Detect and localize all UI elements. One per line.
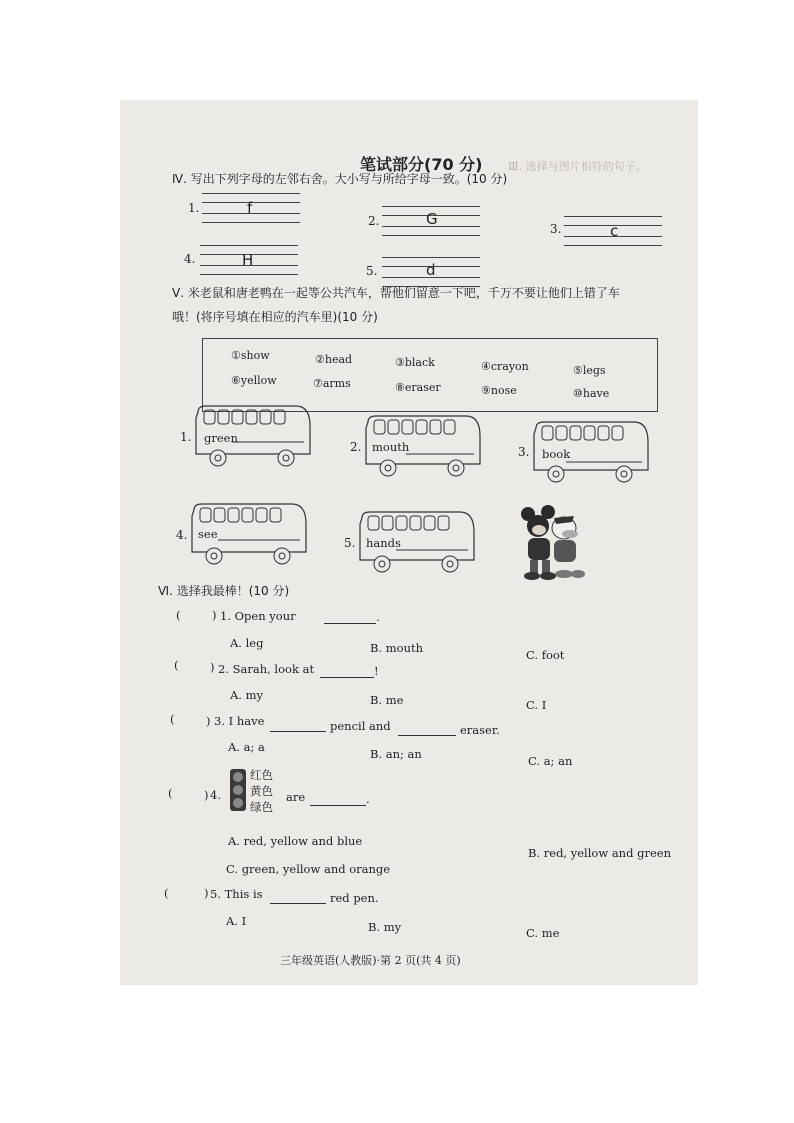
section4-heading: Ⅳ. 写出下列字母的左邻右舍。大小写与所给字母一致。(10 分) xyxy=(172,172,508,186)
light-label-yellow: 黄色 xyxy=(250,784,273,798)
answer-blank[interactable] xyxy=(270,730,326,732)
page-footer: 三年级英语(人教版)·第 2 页(共 4 页) xyxy=(280,954,461,967)
four-line-grid[interactable] xyxy=(200,245,298,275)
option-b[interactable]: B. red, yellow and green xyxy=(528,846,671,860)
word-option: ①show xyxy=(231,349,270,362)
option-b[interactable]: B. mouth xyxy=(370,641,424,655)
answer-blank[interactable] xyxy=(324,622,376,624)
four-line-grid[interactable] xyxy=(564,216,662,246)
answer-paren-close[interactable]: ) xyxy=(212,608,217,622)
bus-number: 3. xyxy=(518,445,530,459)
item-number: 4. xyxy=(184,252,196,266)
bus-number: 1. xyxy=(180,430,192,444)
question-3-stem-mid: pencil and xyxy=(330,719,391,733)
item-number: 5. xyxy=(366,264,378,278)
section5-heading-line1: Ⅴ. 米老鼠和唐老鸭在一起等公共汽车，帮他们留意一下吧，千万不要让他们上错了车 xyxy=(172,286,620,300)
question-4-stem: are xyxy=(286,790,306,804)
answer-paren-open: ( xyxy=(174,658,179,672)
option-c[interactable]: C. foot xyxy=(526,648,565,662)
bus-word: book xyxy=(542,447,571,461)
light-label-red: 红色 xyxy=(250,768,273,782)
option-c[interactable]: C. I xyxy=(526,698,547,712)
option-b[interactable]: B. me xyxy=(370,693,404,707)
question-2-stem-end: ! xyxy=(374,664,379,678)
answer-paren-open: ( xyxy=(164,886,169,900)
answer-paren-open: ( xyxy=(168,786,173,800)
answer-blank[interactable] xyxy=(270,902,326,904)
four-line-grid[interactable] xyxy=(382,206,480,236)
word-option: ⑥yellow xyxy=(231,374,277,387)
light-label-green: 绿色 xyxy=(250,800,273,814)
question-1-stem-end: . xyxy=(376,610,380,624)
question-2-stem: 2. Sarah, look at xyxy=(218,662,315,676)
answer-paren-close[interactable]: ) xyxy=(206,714,211,728)
word-option: ⑩have xyxy=(573,387,610,400)
option-a[interactable]: A. I xyxy=(226,914,247,928)
word-option: ⑦arms xyxy=(313,377,351,390)
word-option: ⑨nose xyxy=(481,384,517,397)
section5-heading-line2: 哦！(将序号填在相应的汽车里)(10 分) xyxy=(172,310,378,324)
bus-number: 4. xyxy=(176,528,188,542)
section6-heading: Ⅵ. 选择我最棒！(10 分) xyxy=(158,584,290,598)
word-option: ⑧eraser xyxy=(395,381,441,394)
option-a[interactable]: A. my xyxy=(230,688,264,702)
question-3-stem: 3. I have xyxy=(214,714,265,728)
answer-paren-close[interactable]: ) xyxy=(210,660,215,674)
exam-page xyxy=(120,100,698,985)
word-option: ③black xyxy=(395,356,435,369)
given-letter: c xyxy=(610,222,619,240)
page-title: 笔试部分(70 分) xyxy=(360,155,483,174)
word-option: ④crayon xyxy=(481,360,529,373)
answer-paren-open: ( xyxy=(170,712,175,726)
answer-blank[interactable] xyxy=(320,676,374,678)
answer-blank[interactable] xyxy=(310,804,366,806)
four-line-grid[interactable] xyxy=(202,193,300,223)
given-letter: d xyxy=(426,261,436,279)
option-c[interactable]: C. green, yellow and orange xyxy=(226,862,391,876)
question-5-stem: 5. This is xyxy=(210,887,263,901)
question-3-stem-end: eraser. xyxy=(460,723,500,737)
option-a[interactable]: A. a; a xyxy=(228,740,265,754)
four-line-grid[interactable] xyxy=(382,257,480,287)
question-1-stem: 1. Open your xyxy=(220,609,296,623)
given-letter: H xyxy=(242,251,254,269)
answer-paren-close[interactable]: ) xyxy=(204,788,209,802)
bus-number: 2. xyxy=(350,440,362,454)
question-4-number: 4. xyxy=(210,788,221,802)
word-options-box xyxy=(202,338,658,412)
item-number: 1. xyxy=(188,201,200,215)
bleed-through-text: Ⅲ. 选择与图片相符的句子。 xyxy=(508,160,647,173)
bus-word: green xyxy=(204,431,238,445)
word-option: ⑤legs xyxy=(573,364,606,377)
bus-word: see xyxy=(198,527,218,541)
question-4-stem-end: . xyxy=(366,792,370,806)
answer-blank[interactable] xyxy=(398,734,456,736)
option-b[interactable]: B. my xyxy=(368,920,402,934)
word-option: ②head xyxy=(315,353,353,366)
bus-word: mouth xyxy=(372,440,410,454)
option-a[interactable]: A. leg xyxy=(230,636,264,650)
answer-paren-close[interactable]: ) xyxy=(204,886,209,900)
bus-number: 5. xyxy=(344,536,356,550)
option-b[interactable]: B. an; an xyxy=(370,747,422,761)
traffic-light-icon xyxy=(228,768,248,812)
answer-paren-open: ( xyxy=(176,608,181,622)
option-a[interactable]: A. red, yellow and blue xyxy=(228,834,363,848)
item-number: 3. xyxy=(550,222,562,236)
given-letter: G xyxy=(426,210,438,228)
given-letter: f xyxy=(247,199,253,217)
option-c[interactable]: C. me xyxy=(526,926,560,940)
item-number: 2. xyxy=(368,214,380,228)
question-5-stem-end: red pen. xyxy=(330,891,379,905)
mickey-and-donald-illustration xyxy=(514,502,586,582)
option-c[interactable]: C. a; an xyxy=(528,754,573,768)
bus-word: hands xyxy=(366,536,401,550)
